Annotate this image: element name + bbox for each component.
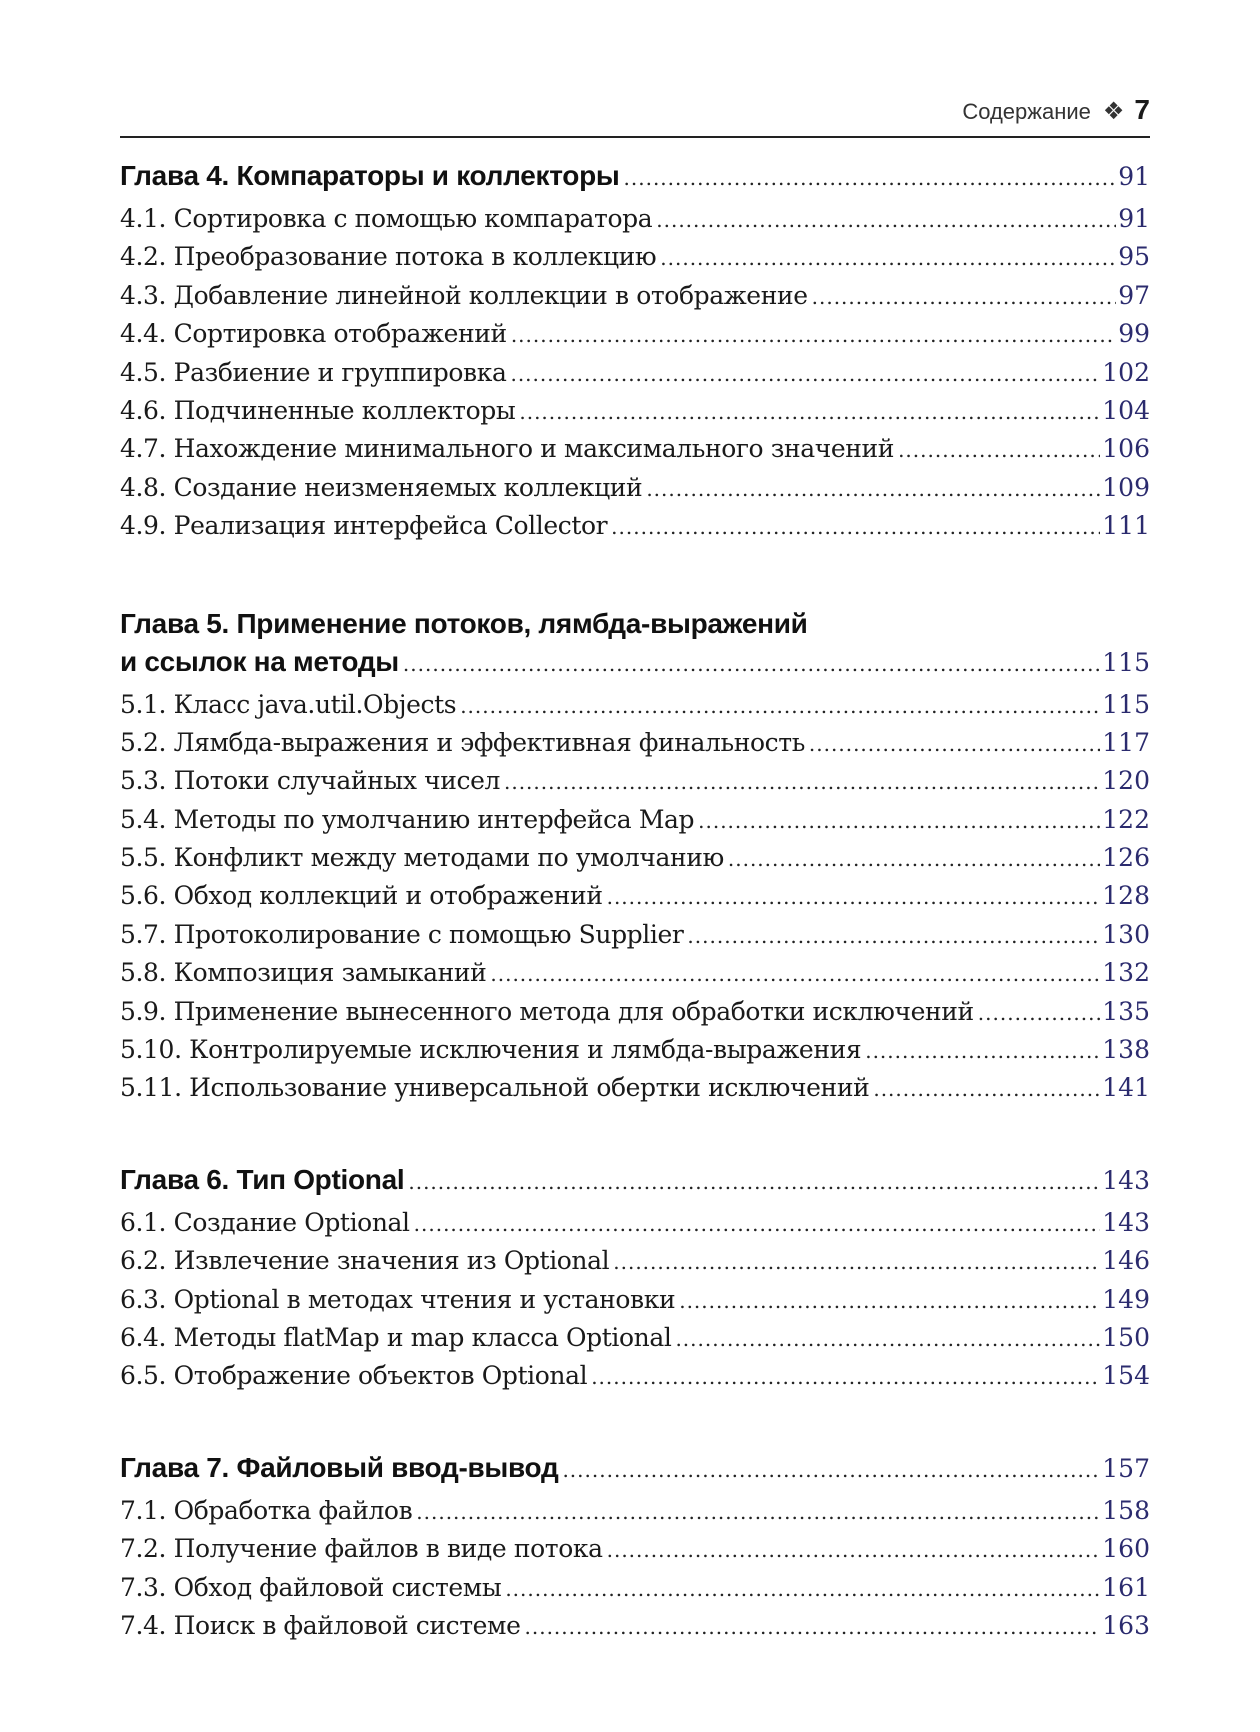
leader-dots [812, 285, 1117, 309]
leader-dots [490, 962, 1100, 986]
chapter-entry[interactable] [120, 1452, 1150, 1496]
leader-dots [403, 652, 1100, 676]
entry-title: 6.5. Отображение объектов Optional [120, 1361, 588, 1391]
entry-page: 138 [1102, 1035, 1150, 1065]
toc-entry[interactable] [120, 1361, 1150, 1399]
entry-title: 7.3. Обход файловой системы [120, 1572, 502, 1602]
entry-page: 95 [1118, 242, 1150, 272]
table-of-contents [120, 160, 1150, 1649]
chapter-5 [120, 602, 1150, 1112]
chapter-title: Глава 7. Файловый ввод-вывод [120, 1451, 559, 1483]
leader-dots [525, 1615, 1101, 1639]
toc-entry[interactable] [120, 281, 1150, 319]
toc-entry[interactable] [120, 1323, 1150, 1361]
toc-entry[interactable] [120, 204, 1150, 242]
entry-title: 5.8. Композиция замыканий [120, 958, 487, 988]
leader-dots [687, 924, 1100, 948]
toc-entry[interactable] [120, 1496, 1150, 1534]
chapter-7 [120, 1452, 1150, 1650]
leader-dots [873, 1077, 1100, 1101]
toc-entry[interactable] [120, 1208, 1150, 1246]
toc-entry[interactable] [120, 1611, 1150, 1649]
entry-title: 5.3. Потоки случайных чисел [120, 766, 500, 796]
entry-title: 6.3. Optional в методах чтения и установки [120, 1284, 676, 1314]
chapter-entry[interactable] [120, 160, 1150, 204]
page-number: 7 [1134, 94, 1150, 125]
chapter-6 [120, 1164, 1150, 1400]
entry-page: 91 [1118, 204, 1150, 233]
entry-title: 5.4. Методы по умолчанию интерфейса Map [120, 804, 695, 834]
leader-dots [698, 809, 1100, 833]
leader-dots [510, 362, 1100, 386]
entry-page: 97 [1118, 280, 1150, 310]
toc-entry[interactable] [120, 881, 1150, 919]
chapter-4 [120, 160, 1150, 550]
toc-entry[interactable] [120, 242, 1150, 280]
entry-page: 99 [1118, 319, 1150, 349]
toc-entry[interactable] [120, 1246, 1150, 1284]
entry-title: 5.11. Использование универсальной обертки исключений [120, 1073, 870, 1103]
chapter-page: 157 [1102, 1453, 1150, 1483]
toc-entry[interactable] [120, 1285, 1150, 1323]
leader-dots [408, 1170, 1100, 1194]
entry-title: 5.5. Конфликт между методами по умолчанию [120, 843, 724, 873]
toc-entry[interactable] [120, 690, 1150, 728]
leader-dots [978, 1001, 1101, 1025]
leader-dots [505, 1577, 1100, 1601]
leader-dots [898, 438, 1100, 462]
entry-page: 160 [1102, 1534, 1150, 1564]
toc-entry[interactable] [120, 434, 1150, 472]
entry-title: 4.4. Сортировка отображений [120, 319, 507, 349]
entry-page: 128 [1102, 881, 1150, 911]
entry-title: 5.10. Контролируемые исключения и лямбда-выражения [120, 1035, 862, 1065]
entry-page: 150 [1102, 1322, 1150, 1352]
toc-entry[interactable] [120, 1073, 1150, 1111]
entry-title: 6.1. Создание Optional [120, 1207, 410, 1237]
toc-entry[interactable] [120, 805, 1150, 843]
leader-dots [613, 1250, 1100, 1274]
entry-title: 4.2. Преобразование потока в коллекцию [120, 242, 657, 272]
toc-entry[interactable] [120, 1035, 1150, 1073]
toc-entry[interactable] [120, 358, 1150, 396]
entry-page: 130 [1102, 919, 1150, 949]
leader-dots [591, 1365, 1100, 1389]
leader-dots [646, 477, 1100, 501]
entry-title: 5.1. Класс java.util.Objects [120, 689, 457, 719]
leader-dots [679, 1289, 1100, 1313]
leader-dots [519, 400, 1100, 424]
toc-entry[interactable] [120, 511, 1150, 549]
entry-title: 5.9. Применение вынесенного метода для обработки исключений [120, 996, 974, 1026]
leader-dots [809, 732, 1100, 756]
leader-dots [865, 1039, 1100, 1063]
entry-title: 4.8. Создание неизменяемых коллекций [120, 472, 643, 502]
entry-page: 132 [1102, 958, 1150, 988]
entry-page: 104 [1102, 395, 1150, 425]
header-rule [120, 136, 1150, 138]
toc-entry[interactable] [120, 766, 1150, 804]
chapter-title: и ссылок на методы [120, 645, 399, 677]
entry-page: 135 [1102, 996, 1150, 1026]
entry-page: 115 [1102, 689, 1150, 719]
entry-title: 7.4. Поиск в файловой системе [120, 1610, 521, 1640]
entry-page: 163 [1102, 1610, 1150, 1640]
leader-dots [660, 246, 1116, 270]
leader-dots [511, 323, 1116, 347]
toc-entry[interactable] [120, 920, 1150, 958]
chapter-entry[interactable] [120, 1164, 1150, 1208]
toc-entry[interactable] [120, 396, 1150, 434]
entry-page: 143 [1102, 1207, 1150, 1237]
running-head [120, 94, 1150, 134]
leader-dots [562, 1458, 1100, 1482]
running-head-section: Содержание [962, 99, 1091, 124]
entry-page: 109 [1102, 472, 1150, 502]
leader-dots [611, 515, 1100, 539]
entry-page: 154 [1102, 1361, 1150, 1391]
leader-dots [624, 166, 1117, 190]
leader-dots [728, 847, 1100, 871]
entry-title: 4.9. Реализация интерфейса Collector [120, 511, 608, 541]
entry-title: 5.2. Лямбда-выражения и эффективная финальность [120, 727, 805, 757]
entry-page: 146 [1102, 1246, 1150, 1276]
leader-dots [607, 1538, 1101, 1562]
entry-title: 4.3. Добавление линейной коллекции в отображение [120, 280, 808, 310]
chapter-page: 115 [1102, 647, 1150, 677]
leader-dots [675, 1327, 1100, 1351]
toc-entry[interactable] [120, 728, 1150, 766]
toc-entry[interactable] [120, 1534, 1150, 1572]
chapter-entry[interactable] [120, 646, 1150, 690]
entry-title: 7.1. Обработка файлов [120, 1495, 413, 1525]
toc-entry[interactable] [120, 958, 1150, 996]
entry-title: 5.7. Протоколирование с помощью Supplier [120, 919, 684, 949]
entry-title: 4.5. Разбиение и группировка [120, 357, 507, 387]
entry-title: 6.2. Извлечение значения из Optional [120, 1246, 610, 1276]
entry-page: 126 [1102, 843, 1150, 873]
entry-page: 122 [1102, 804, 1150, 834]
ornament-icon: ❖ [1102, 98, 1125, 125]
chapter-title: Глава 6. Тип Optional [120, 1163, 405, 1195]
entry-title: 7.2. Получение файлов в виде потока [120, 1534, 603, 1564]
leader-dots [607, 885, 1101, 909]
leader-dots [504, 770, 1100, 794]
leader-dots [460, 694, 1100, 718]
chapter-page: 143 [1102, 1165, 1150, 1195]
leader-dots [656, 208, 1116, 232]
chapter-title: Глава 4. Компараторы и коллекторы [120, 160, 620, 191]
entry-page: 120 [1102, 766, 1150, 796]
entry-title: 5.6. Обход коллекций и отображений [120, 881, 603, 911]
entry-page: 149 [1102, 1284, 1150, 1314]
toc-entry[interactable] [120, 473, 1150, 511]
entry-page: 141 [1102, 1073, 1150, 1103]
entry-page: 158 [1102, 1495, 1150, 1525]
toc-entry[interactable] [120, 1573, 1150, 1611]
toc-entry[interactable] [120, 843, 1150, 881]
toc-entry[interactable] [120, 997, 1150, 1035]
entry-title: 4.7. Нахождение минимального и максимального значений [120, 434, 895, 464]
toc-entry[interactable] [120, 319, 1150, 357]
entry-page: 117 [1102, 727, 1150, 757]
chapter-title-line1: Глава 5. Применение потоков, лямбда-выражений [120, 607, 808, 639]
leader-dots [416, 1500, 1100, 1524]
entry-title: 4.6. Подчиненные коллекторы [120, 395, 516, 425]
leader-dots [414, 1212, 1101, 1236]
entry-page: 111 [1102, 511, 1150, 541]
chapter-page: 91 [1118, 162, 1150, 191]
entry-title: 4.1. Сортировка с помощью компаратора [120, 204, 653, 233]
entry-title: 6.4. Методы flatMap и map класса Optional [120, 1322, 672, 1352]
entry-page: 102 [1102, 357, 1150, 387]
entry-page: 161 [1102, 1572, 1150, 1602]
entry-page: 106 [1102, 434, 1150, 464]
